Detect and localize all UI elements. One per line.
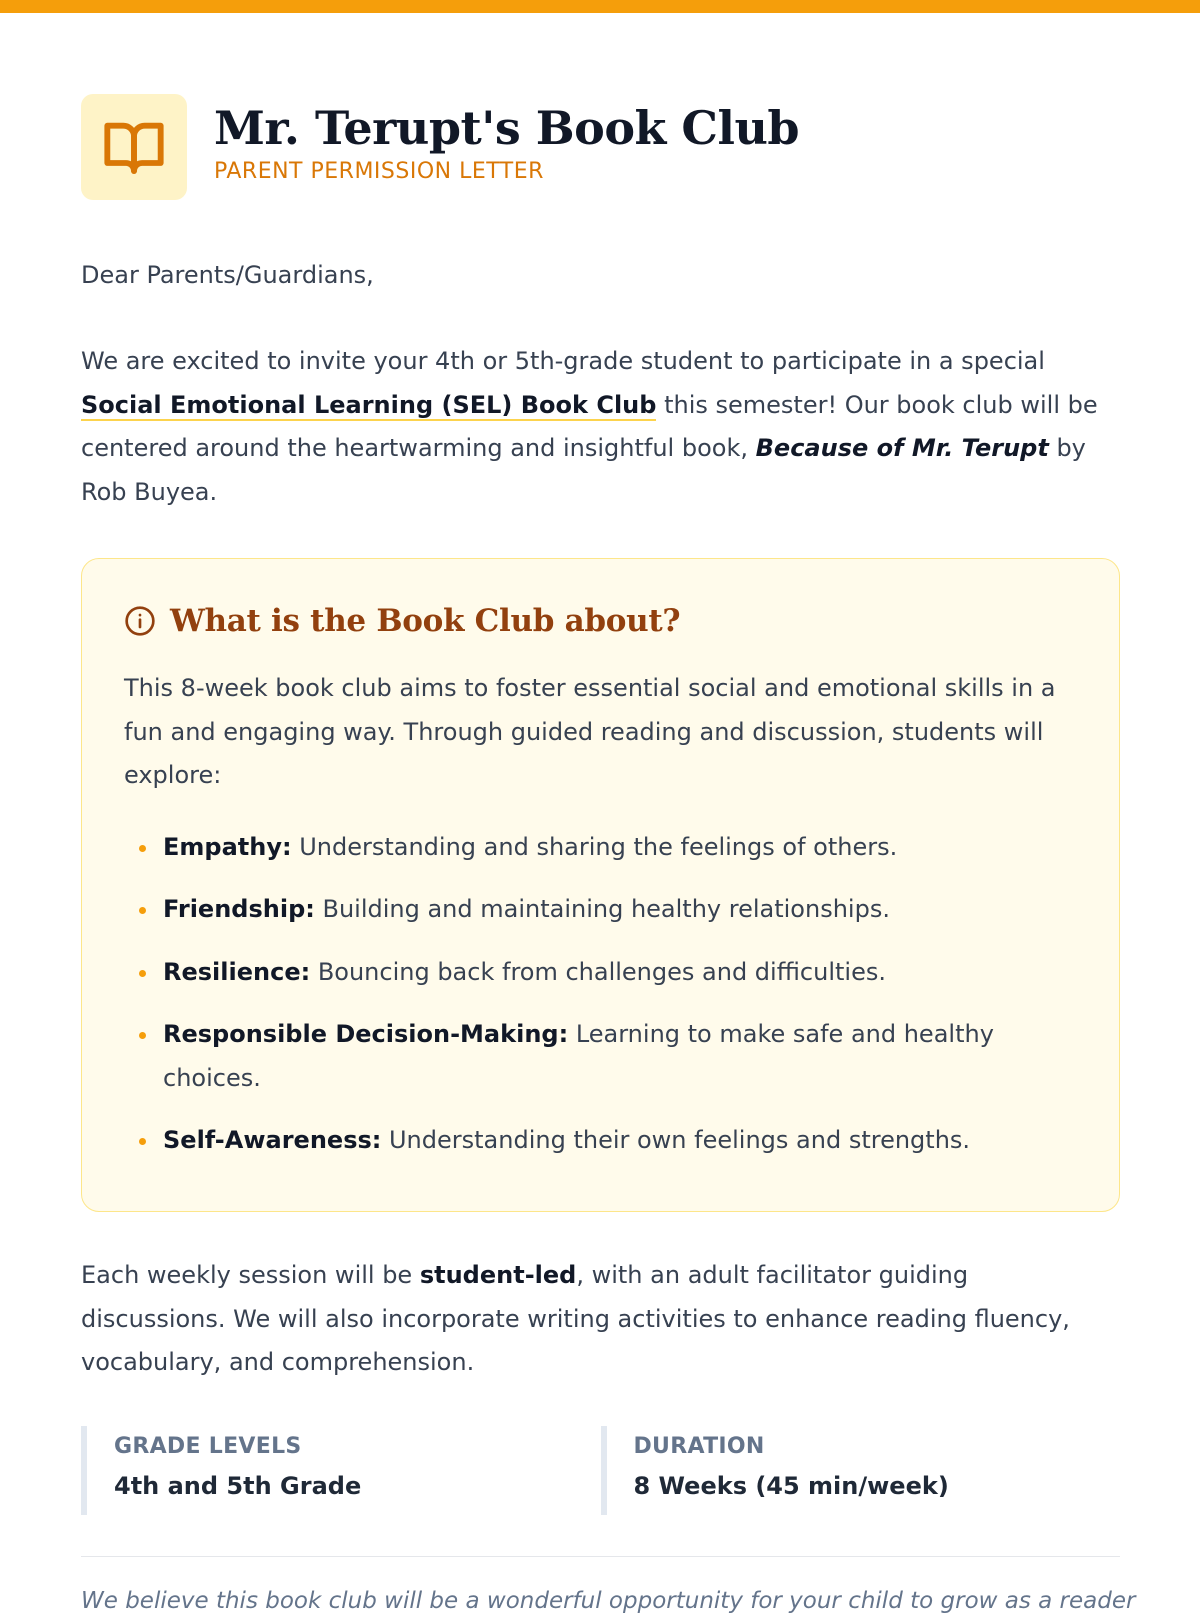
skill-term: Responsible Decision-Making: [163, 1020, 569, 1048]
duration-label: DURATION [633, 1433, 765, 1459]
divider [81, 1556, 1120, 1557]
list-item [124, 951, 1077, 995]
title-block [214, 100, 799, 186]
grade-levels-label: GRADE LEVELS [114, 1433, 302, 1459]
info-icon [124, 605, 156, 637]
intro-paragraph [81, 340, 1120, 514]
session-text-1: Each weekly session will be [81, 1261, 420, 1289]
callout-title: What is the Book Club about? [170, 603, 681, 639]
callout-heading [124, 601, 1077, 641]
callout-body: This 8-week book club aims to foster essential social and emotional skills in a fun and engaging way. Through guided reading and discussion, students will explore: [124, 674, 1056, 789]
bullet-icon [139, 907, 146, 914]
skills-list [124, 826, 1077, 1163]
bullet-icon [139, 1032, 146, 1039]
letter-header [81, 94, 1120, 200]
letter-page [81, 94, 1136, 1618]
session-paragraph [81, 1254, 1120, 1385]
skill-term: Self-Awareness: [163, 1126, 382, 1154]
list-item [124, 1013, 1077, 1100]
logo-badge [81, 94, 187, 200]
list-item [124, 826, 1077, 870]
skill-term: Friendship: [163, 895, 315, 923]
duration-block [601, 1426, 1121, 1515]
list-item [124, 888, 1077, 932]
skill-description: Building and maintaining healthy relationships. [314, 895, 890, 923]
page-subtitle: PARENT PERMISSION LETTER [214, 159, 544, 184]
skill-description: Understanding and sharing the feelings of others. [291, 832, 898, 861]
bullet-icon [139, 970, 146, 977]
sel-book-club-name: Social Emotional Learning (SEL) Book Club [81, 390, 657, 419]
grade-levels-value: 4th and 5th Grade [114, 1471, 362, 1500]
student-led-emphasis: student-led [419, 1261, 577, 1289]
book-title: Because of Mr. Terupt [755, 434, 1049, 462]
book-open-icon [102, 115, 166, 179]
skill-description: Bouncing back from challenges and difficulties. [310, 957, 886, 986]
skill-description: Understanding their own feelings and strengths. [381, 1126, 971, 1154]
intro-text-1: We are excited to invite your 4th or 5th-grade student to participate in a special [81, 347, 1045, 375]
grade-levels-block [81, 1426, 601, 1515]
page-title: Mr. Terupt's Book Club [214, 101, 800, 155]
session-text-2: , with an adult facilitator guiding discussions. We will also incorporate writing activities to enhance reading fluency, vocabulary, and comprehension. [81, 1261, 1070, 1376]
skill-term: Empathy: [163, 832, 292, 861]
intro-text-2: this semester! Our book club will be centered around the heartwarming and insightful book, [81, 390, 1098, 462]
top-accent-bar [0, 0, 1200, 13]
duration-value: 8 Weeks (45 min/week) [633, 1471, 949, 1500]
info-row [81, 1426, 1120, 1515]
closing-statement: We believe this book club will be a wonderful opportunity for your child to grow as a reader [81, 1587, 1136, 1614]
skill-description: Learning to make safe and healthy choices. [163, 1020, 994, 1092]
skill-term: Resilience: [163, 957, 311, 986]
bullet-icon [139, 1138, 146, 1145]
bullet-icon [139, 845, 146, 852]
intro-text-3: by Rob Buyea. [81, 434, 1086, 506]
about-callout [81, 558, 1120, 1212]
salutation: Dear Parents/Guardians, [81, 261, 374, 289]
list-item [124, 1119, 1077, 1163]
